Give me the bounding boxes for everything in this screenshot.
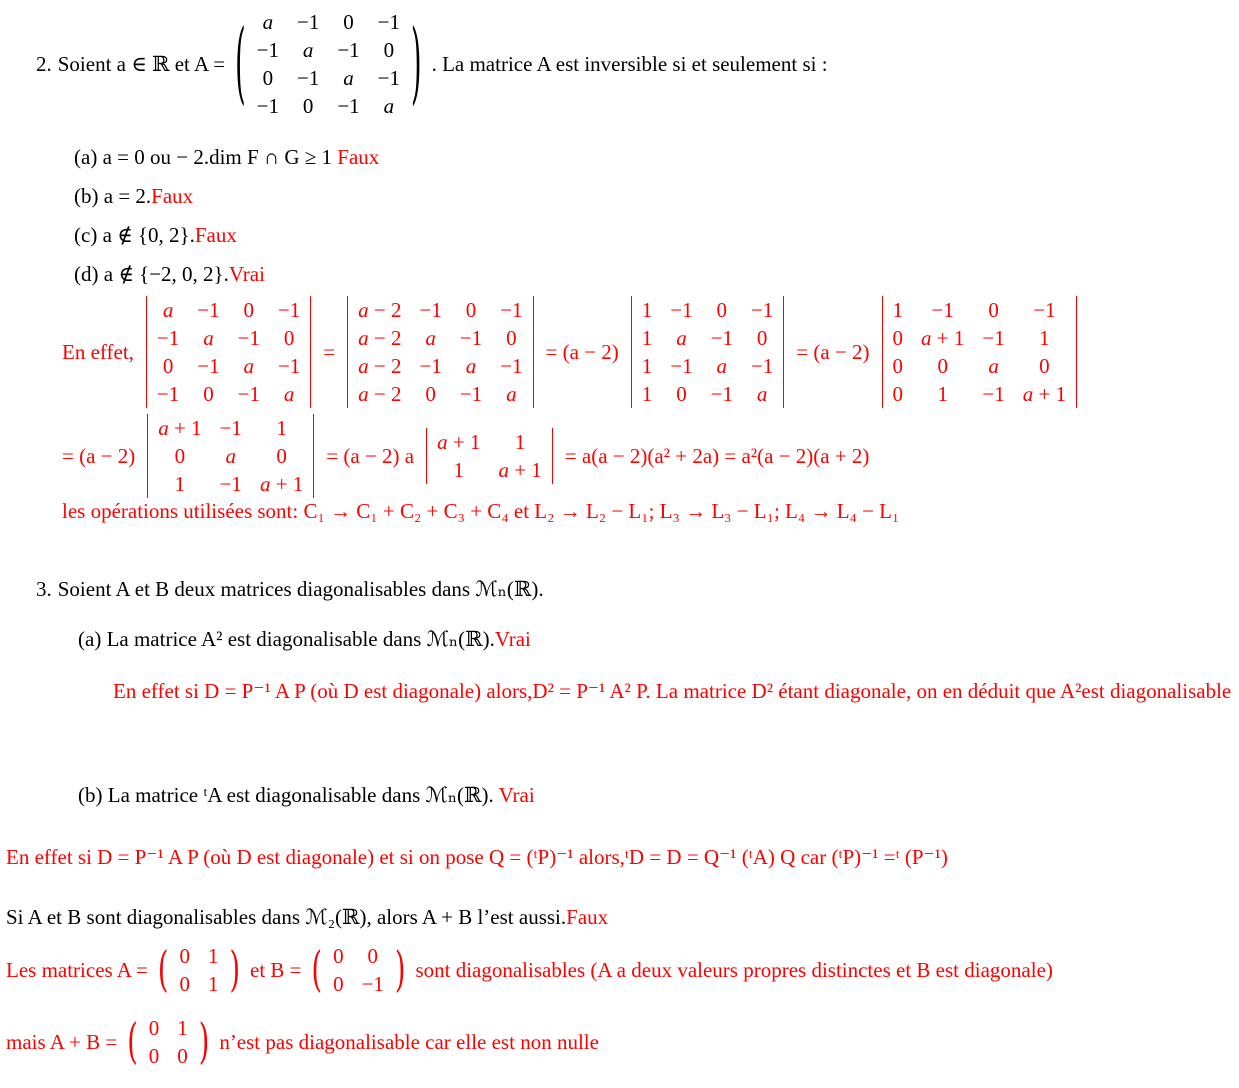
counterexample-line2-post: n’est pas diagonalisable car elle est non nulle — [219, 1029, 599, 1054]
item-2a-statement: a = 0 ou − 2.dim F ∩ G ≥ 1 — [102, 145, 338, 169]
sum-statement-line — [6, 904, 608, 931]
matrix-cell: a — [506, 382, 517, 406]
proof-line-1 — [62, 296, 1081, 408]
matrix-cell: −1 — [419, 298, 442, 322]
matrix-cell: a + 1 — [437, 430, 481, 454]
matrix-cell: 0 — [1039, 354, 1050, 378]
proof-lead: En effet, — [62, 339, 134, 364]
item-2c — [74, 222, 379, 249]
matrix-cell: 0 — [892, 354, 904, 378]
matrix-cell: −1 — [670, 298, 693, 322]
determinant-5 — [147, 414, 314, 498]
matrix-cell: ( 0 — [179, 944, 190, 968]
matrix-cell: a — [716, 354, 728, 378]
item-3a — [78, 626, 531, 653]
matrix-cell: a − 2 — [358, 382, 402, 406]
matrix-cell: 1 — [453, 458, 465, 482]
item-2a — [74, 144, 379, 171]
matrix-cell: a — [225, 444, 237, 468]
matrix-cell: −1 — [296, 66, 320, 90]
matrix-cell: 1 — [937, 382, 948, 406]
matrix-cell: a + 1 — [921, 326, 965, 350]
matrix-cell: −1 — [256, 38, 279, 62]
matrix-cell: 0 — [179, 972, 190, 996]
matrix-cell: 0 — [383, 38, 395, 62]
item-2a-label: (a) — [74, 145, 98, 169]
matrix-cell: 1 — [641, 354, 653, 378]
matrix-cell: a — [162, 298, 174, 322]
matrix-cell: a — [988, 354, 999, 378]
matrix-cell: a + 1 — [259, 472, 304, 496]
counterexample-line-1 — [6, 942, 1053, 998]
item-2b — [74, 183, 379, 210]
matrix-cell: 1 — [276, 416, 287, 440]
item-2b-label: (b) — [74, 184, 99, 208]
matrix-cell: −1 — [419, 354, 442, 378]
item-2d — [74, 261, 379, 288]
matrix-cell: −1 — [237, 382, 260, 406]
matrix-cell: ( 0 — [148, 1016, 160, 1040]
matrix-cell: 0 — [302, 94, 314, 118]
matrix-cell: 0 — [716, 298, 728, 322]
matrix-B-example — [312, 942, 406, 998]
item-3b — [78, 782, 535, 809]
counterexample-line-2 — [6, 1014, 599, 1070]
matrix-cell: 1 — [174, 472, 186, 496]
matrix-cell: −1 — [377, 66, 401, 90]
proof-eq-4: = (a − 2) — [62, 443, 136, 468]
matrix-cell: 0 — [988, 298, 999, 322]
item-3b-statement: La matrice ᵗA est diagonalisable dans ℳₙ(ℝ). — [107, 783, 499, 807]
matrix-cell: −1 — [459, 382, 483, 406]
matrix-cell: a + 1 — [498, 458, 542, 482]
matrix-cell: −1 — [197, 354, 220, 378]
item-3a-explanation: En effet si D = P⁻¹ A P (où D est diagonale) alors,D² = P⁻¹ A² P. La matrice D² étant diagonale, on en déduit que A²est diagonalisable — [113, 679, 1232, 703]
item-3a-label: (a) — [78, 627, 102, 651]
counterexample-pre: Les matrices A = — [6, 957, 148, 982]
matrix-cell: −1 — [750, 354, 774, 378]
matrix-cell: 1 — [641, 298, 653, 322]
matrix-cell: 1 — [177, 1016, 188, 1040]
question-3-intro: Soient A et B deux matrices diagonalisables dans ℳₙ(ℝ). — [57, 577, 544, 601]
question-2-header — [36, 8, 828, 120]
counterexample-mid: et B = — [250, 957, 302, 982]
item-2b-verdict: Faux — [151, 184, 194, 208]
matrix-cell: −1 — [237, 326, 260, 350]
matrix-cell: 0 — [148, 1044, 160, 1068]
matrix-cell: −1 — [361, 972, 384, 996]
matrix-cell: −1 — [1033, 298, 1056, 322]
matrix-cell: 0 — [465, 298, 477, 322]
item-3b-explanation: En effet si D = P⁻¹ A P (où D est diagonale) et si on pose Q = (ᵗP)⁻¹ alors,ᵗD = D = Q⁻¹ (ᵗA) Q car (ᵗP)⁻¹ =ᵗ (P⁻¹) — [6, 845, 948, 869]
determinant-2 — [347, 296, 533, 408]
matrix-cell: 0 — [506, 326, 517, 350]
matrix-cell: 1 — [207, 972, 219, 996]
matrix-cell: a + 1 — [158, 416, 202, 440]
question-3-header — [36, 576, 544, 603]
matrix-cell: 0 — [162, 354, 174, 378]
matrix-cell: −1 — [156, 326, 180, 350]
proof-eq-1: = — [323, 339, 336, 364]
item-3b-verdict: Vrai — [498, 783, 535, 807]
matrix-cell: 1 — [641, 326, 653, 350]
matrix-cell: −1 — [982, 382, 1005, 406]
item-2c-statement: a ∉ {0, 2}. — [102, 223, 195, 247]
matrix-cell: a — [243, 354, 255, 378]
matrix-cell: −1 — [219, 472, 242, 496]
matrix-cell: 1 — [1039, 326, 1050, 350]
matrix-cell: −1 — [197, 298, 220, 322]
question-2-number: 2. — [36, 51, 52, 76]
proof-eq-3: = (a − 2) — [796, 339, 870, 364]
matrix-cell: a — [383, 94, 395, 118]
question-2-items — [74, 144, 379, 300]
matrix-cell: ( 0 — [333, 944, 344, 968]
determinant-4 — [882, 296, 1078, 408]
matrix-cell: 0 — [262, 66, 274, 90]
counterexample-line2-pre: mais A + B = — [6, 1029, 118, 1054]
item-2c-label: (c) — [74, 223, 98, 247]
matrix-cell: 1 — [892, 298, 904, 322]
matrix-cell: 0 — [425, 382, 436, 406]
item-3a-statement: La matrice A² est diagonalisable dans ℳₙ(ℝ). — [106, 627, 495, 651]
sum-verdict: Faux — [566, 905, 609, 929]
matrix-cell: −1 — [256, 94, 279, 118]
matrix-A-example — [158, 942, 240, 998]
matrix-cell: −1 — [710, 326, 733, 350]
matrix-cell: −1 — [377, 10, 401, 34]
matrix-cell: 1 — [641, 382, 653, 406]
matrix-cell: 0 — [892, 382, 904, 406]
matrix-cell: a — [465, 354, 477, 378]
matrix-cell: −1 — [219, 416, 242, 440]
matrix-cell: 1 — [207, 944, 219, 968]
proof-eq-2: = (a − 2) — [545, 339, 619, 364]
matrix-cell: −1 — [500, 354, 523, 378]
matrix-cell: a — [676, 326, 687, 350]
question-2-intro: Soient a ∈ ℝ et A = — [57, 51, 226, 76]
item-3a-verdict: Vrai — [494, 627, 531, 651]
matrix-cell: 0 — [243, 298, 255, 322]
matrix-cell: a — [343, 66, 354, 90]
matrix-cell: 0 — [367, 944, 378, 968]
item-2a-verdict: Faux — [337, 145, 380, 169]
matrix-cell: 0 — [892, 326, 904, 350]
item-3b-label: (b) — [78, 783, 103, 807]
matrix-cell: −1 — [337, 94, 360, 118]
matrix-cell: 0 — [343, 10, 354, 34]
question-3-number: 3. — [36, 577, 52, 601]
matrix-cell: −1 — [500, 298, 523, 322]
matrix-cell: −1 — [750, 298, 774, 322]
matrix-cell: −1 — [710, 382, 733, 406]
matrix-cell: 0 — [756, 326, 768, 350]
determinant-3 — [631, 296, 785, 408]
question-2-statement: . La matrice A est inversible si et seulement si : — [431, 51, 828, 76]
matrix-cell: 0 — [283, 326, 295, 350]
matrix-cell: a — [203, 326, 214, 350]
matrix-cell: −1 — [931, 298, 954, 322]
matrix-cell: a — [302, 38, 314, 62]
matrix-cell: −1 — [296, 10, 320, 34]
determinant-1 — [146, 296, 311, 408]
item-2d-statement: a ∉ {−2, 0, 2}. — [103, 262, 229, 286]
matrix-cell: a + 1 — [1022, 382, 1067, 406]
matrix-cell: a − 2 — [358, 326, 402, 350]
matrix-cell: 0 — [937, 354, 948, 378]
matrix-cell: 1 — [514, 430, 526, 454]
matrix-cell: −1 — [459, 326, 483, 350]
matrix-cell: 0 — [676, 382, 687, 406]
matrix-cell: −1 — [277, 354, 301, 378]
item-2b-statement: a = 2. — [103, 184, 152, 208]
matrix-sum-example — [127, 1014, 209, 1070]
matrix-cell: a — [425, 326, 436, 350]
matrix-cell: 0 — [177, 1044, 188, 1068]
matrix-A-definition — [235, 8, 421, 120]
matrix-cell: ( a — [262, 10, 274, 34]
matrix-cell: −1 — [337, 38, 360, 62]
item-2d-label: (d) — [74, 262, 99, 286]
item-2c-verdict: Faux — [194, 223, 237, 247]
matrix-cell: −1 — [277, 298, 301, 322]
matrix-cell: −1 — [670, 354, 693, 378]
sum-statement: Si A et B sont diagonalisables dans ℳ₂(ℝ), alors A + B l’est aussi. — [6, 905, 567, 929]
proof-line-2 — [62, 414, 869, 498]
matrix-cell: 0 — [276, 444, 287, 468]
matrix-cell: a − 2 — [358, 354, 402, 378]
matrix-cell: −1 — [982, 326, 1005, 350]
matrix-cell: 0 — [333, 972, 344, 996]
determinant-6 — [426, 428, 553, 484]
proof-operations: les opérations utilisées sont: C₁ → C₁ + C₂ + C₃ + C₄ et L₂ → L₂ − L₁; L₃ → L₃ − L₁; L₄ → L₄ − L₁ — [62, 499, 900, 523]
proof-eq-5: = (a − 2) a — [326, 443, 415, 468]
matrix-cell: 0 — [203, 382, 214, 406]
matrix-cell: a — [756, 382, 768, 406]
matrix-cell: 0 — [174, 444, 186, 468]
item-2d-verdict: Vrai — [228, 262, 265, 286]
matrix-cell: a — [283, 382, 295, 406]
matrix-cell: −1 — [156, 382, 180, 406]
counterexample-post: sont diagonalisables (A a deux valeurs propres distinctes et B est diagonale) — [415, 957, 1053, 982]
matrix-cell: a − 2 — [358, 298, 402, 322]
proof-result: = a(a − 2)(a² + 2a) = a²(a − 2)(a + 2) — [564, 443, 870, 468]
